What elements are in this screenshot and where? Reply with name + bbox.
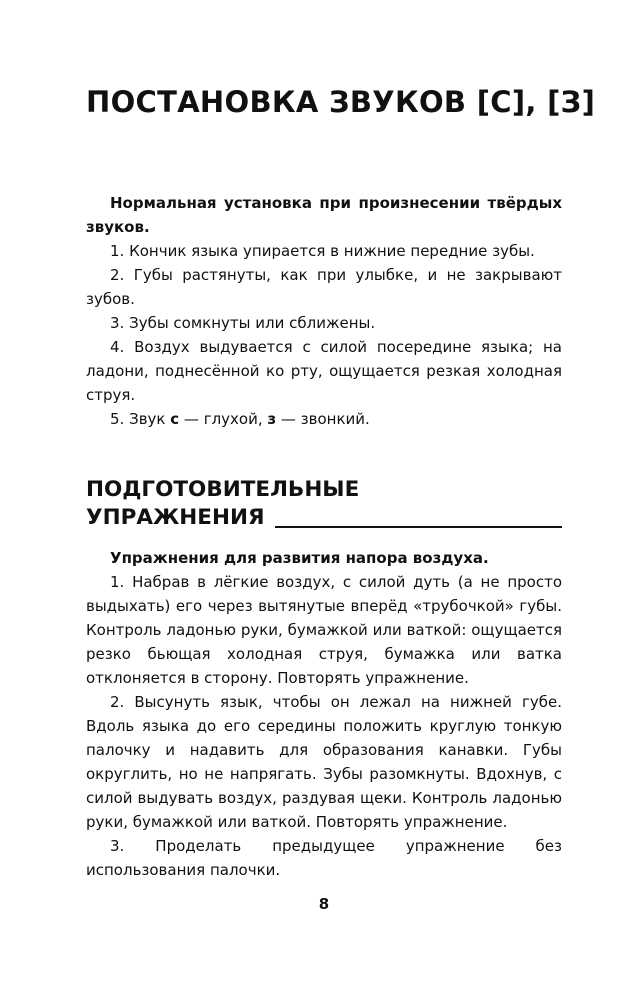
section-normal-setup — [86, 191, 562, 431]
section-heading-line: УПРАЖНЕНИЯ — [86, 505, 265, 530]
list-item: 2. Губы растянуты, как при улыбке, и не закрывают зубов. — [86, 266, 562, 308]
list-item: 3. Зубы сомкнуты или сближены. — [110, 314, 376, 332]
item-text: — звонкий. — [276, 410, 370, 428]
section-exercises — [86, 546, 562, 882]
section-heading-line: ПОДГОТОВИТЕЛЬНЫЕ — [86, 477, 360, 502]
section-subtitle: Упражнения для развития напора воздуха. — [110, 549, 489, 567]
section-subtitle: Нормальная установка при произнесении твёрдых звуков. — [86, 194, 562, 236]
item-text: 5. Звук — [110, 410, 171, 428]
item-text: — глухой, — [179, 410, 268, 428]
list-item — [86, 407, 562, 431]
section-heading — [86, 476, 562, 532]
page-title: ПОСТАНОВКА ЗВУКОВ [С], [З] — [86, 85, 596, 119]
heading-rule — [275, 526, 562, 528]
list-item: 4. Воздух выдувается с силой посередине языка; на ладони, поднесённой ко рту, ощущается резкая холодная струя. — [86, 338, 562, 404]
page-number: 8 — [318, 895, 330, 913]
list-item: 3. Проделать предыдущее упражнение без использования палочки. — [86, 837, 562, 879]
list-item: 2. Высунуть язык, чтобы он лежал на нижней губе. Вдоль языка до его середины положить круглую тонкую палочку и надавить для образования канавки. Губы округлить, но не напрягать. Зубы разомкнуты. Вдохнув, с силой выдувать воздух, раздувая щеки. Контроль ладонью руки, бумажкой или ваткой. Повторять упражнение. — [86, 693, 562, 831]
sound-letter: с — [170, 410, 180, 428]
list-item: 1. Кончик языка упирается в нижние передние зубы. — [110, 242, 535, 260]
list-item: 1. Набрав в лёгкие воздух, с силой дуть (а не просто выдыхать) его через вытянутые вперёд «трубочкой» губы. Контроль ладонью руки, бумажкой или ваткой: ощущается резко бьющая холодная струя, бумажка или ватка отклоняется в сторону. Повторять упражнение. — [86, 573, 562, 687]
sound-letter: з — [267, 410, 277, 428]
section-heading-row — [86, 504, 562, 532]
